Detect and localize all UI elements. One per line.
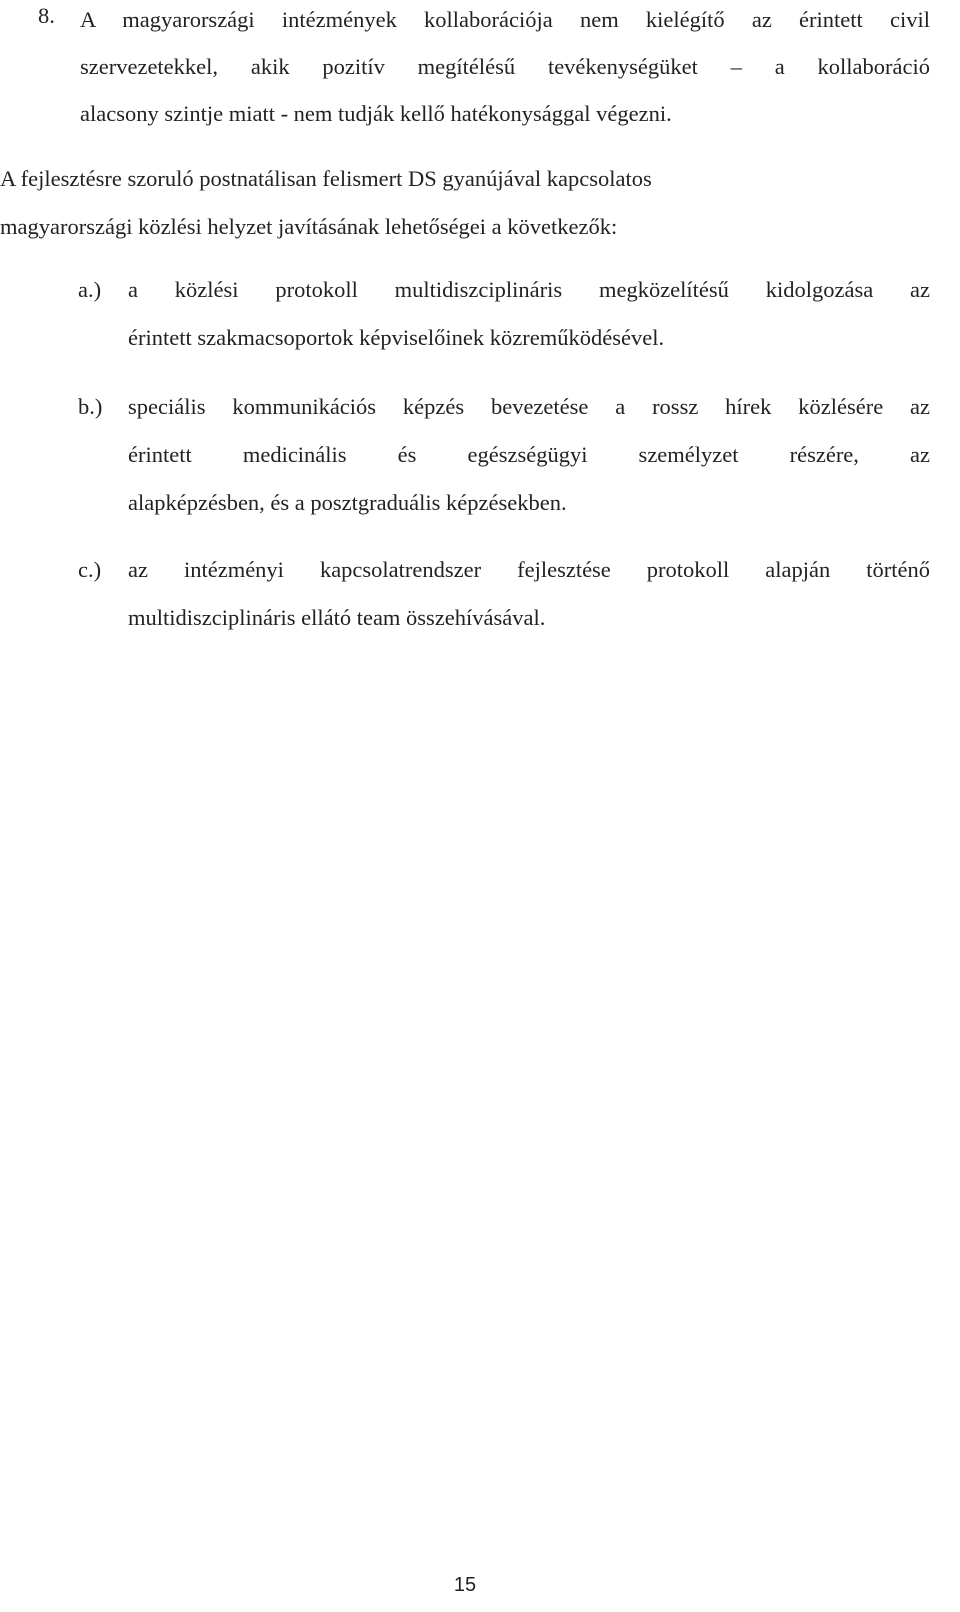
paragraph-line: A magyarországi intézmények kollaborációja nem kielégítő az érintett civil: [80, 7, 930, 32]
list-item-line: speciális kommunikációs képzés bevezetése a rossz hírek közlésére az: [128, 394, 930, 419]
list-item-label: c.): [78, 557, 102, 582]
page-number: 15: [453, 1574, 477, 1596]
intro-line: magyarországi közlési helyzet javításának lehetőségei a következők:: [0, 214, 618, 239]
list-item-label: a.): [78, 277, 102, 302]
paragraph-line: alacsony szintje miatt - nem tudják kellő hatékonysággal végezni.: [80, 101, 672, 126]
intro-paragraph: [0, 155, 930, 251]
intro-line: A fejlesztésre szoruló postnatálisan felismert DS gyanújával kapcsolatos: [0, 166, 652, 191]
paragraph-line: szervezetekkel, akik pozitív megítélésű tevékenységüket – a kollaboráció: [80, 54, 930, 79]
list-item-text: [128, 546, 930, 642]
list-item-line: érintett szakmacsoportok képviselőinek közreműködésével.: [128, 325, 665, 350]
list-item-line: érintett medicinális és egészségügyi személyzet részére, az: [128, 442, 930, 467]
list-item-line: a közlési protokoll multidiszciplináris megközelítésű kidolgozása az: [128, 277, 930, 302]
list-item-line: alapképzésben, és a posztgraduális képzésekben.: [128, 490, 567, 515]
list-item-text: [128, 383, 930, 527]
list-item-label: b.): [78, 394, 103, 419]
paragraph-text: [80, 0, 930, 137]
paragraph-number: 8.: [38, 3, 55, 28]
list-item-line: multidiszciplináris ellátó team összehívásával.: [128, 605, 546, 630]
list-item-line: az intézményi kapcsolatrendszer fejlesztése protokoll alapján történő: [128, 557, 930, 582]
list-item-text: [128, 266, 930, 362]
